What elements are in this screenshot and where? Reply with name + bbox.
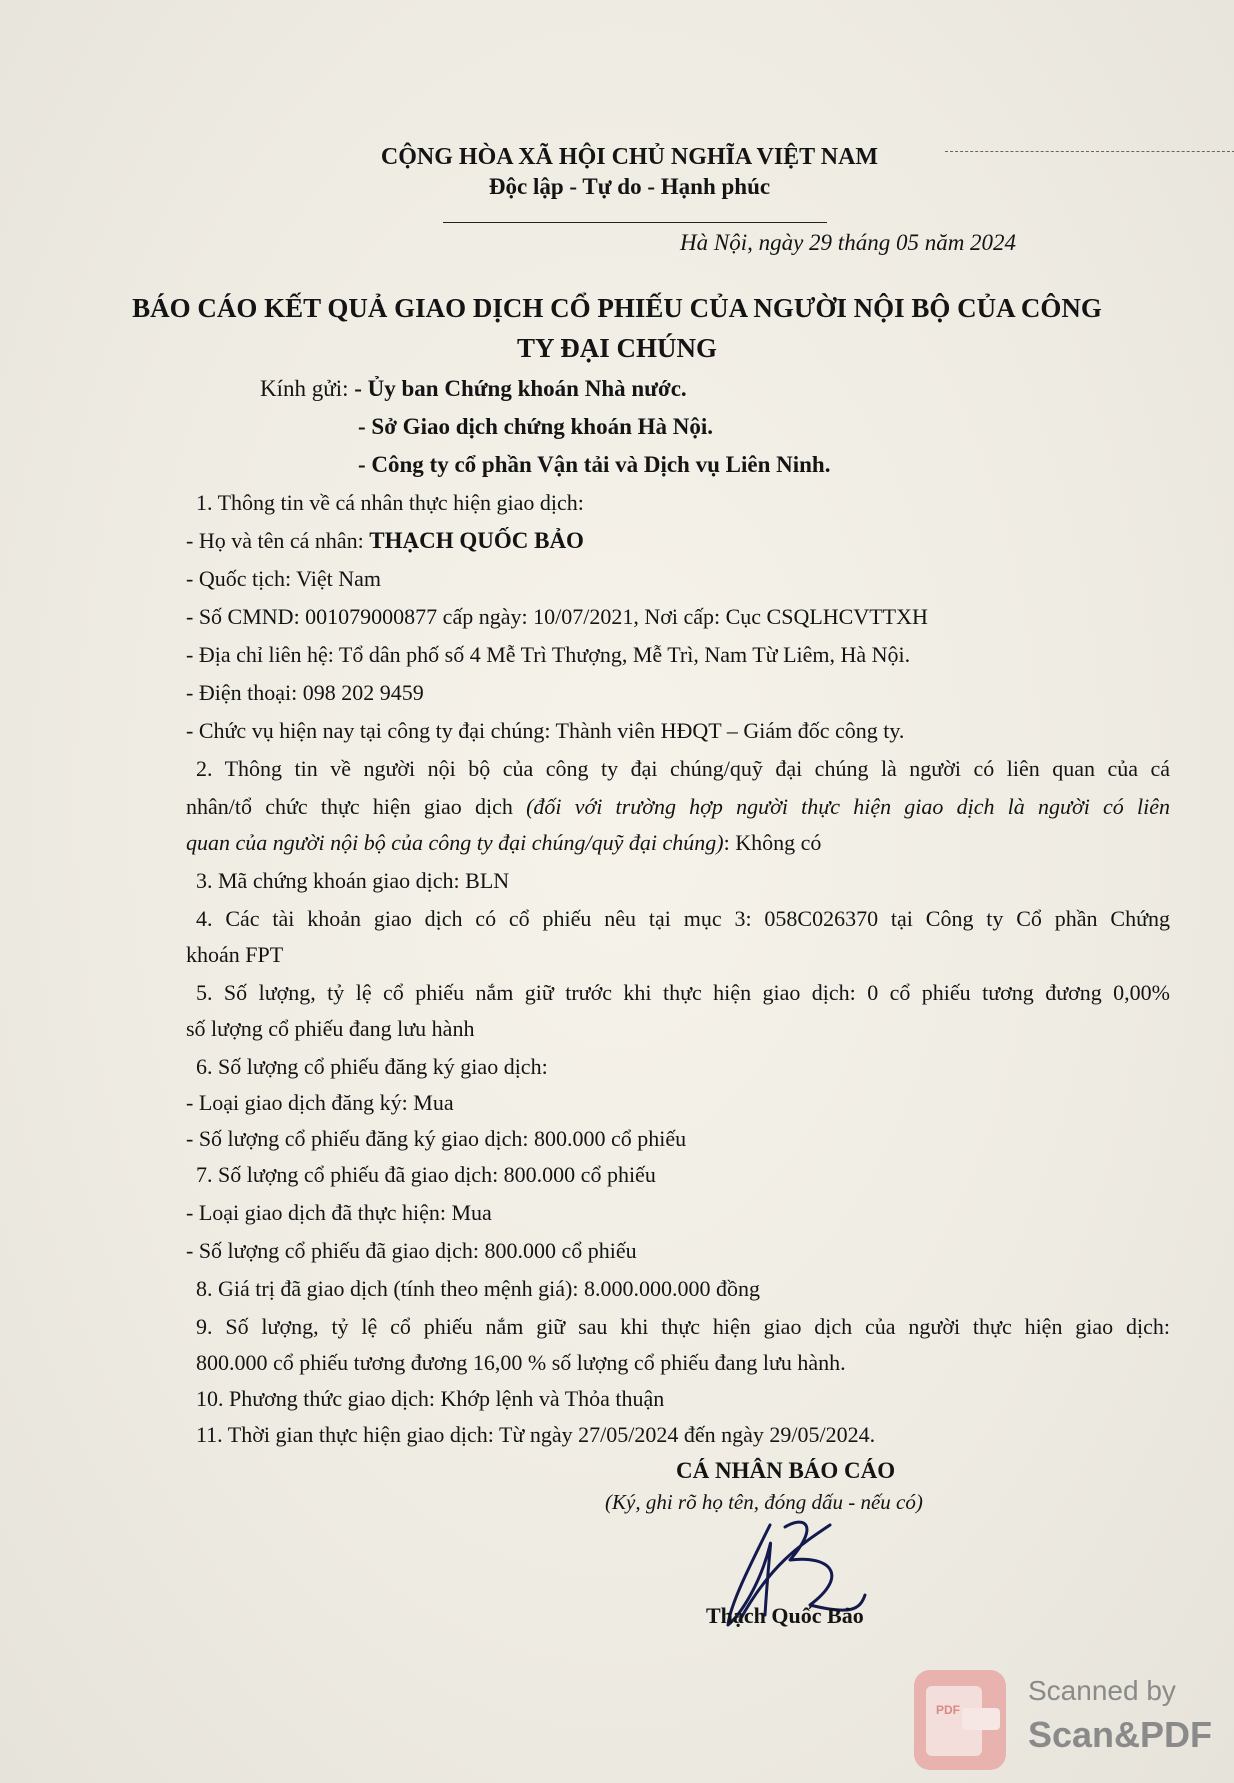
- section-5-line1: 5. Số lượng, tỷ lệ cổ phiếu nắm giữ trước khi thực hiện giao dịch: 0 cổ phiếu tương đương 0,00%: [196, 980, 1170, 1005]
- document-date: Hà Nội, ngày 29 tháng 05 năm 2024: [680, 230, 1017, 255]
- recipient-1: - Ủy ban Chứng khoán Nhà nước.: [354, 376, 687, 401]
- recipient-3: - Công ty cổ phần Vận tải và Dịch vụ Liên Ninh.: [358, 452, 831, 477]
- section-6-type: - Loại giao dịch đăng ký: Mua: [186, 1090, 454, 1115]
- header-underline: [443, 222, 827, 223]
- name-row: [186, 528, 584, 554]
- section-4-line2: khoán FPT: [186, 942, 284, 967]
- national-motto: Độc lập - Tự do - Hạnh phúc: [488, 174, 771, 199]
- scan-app-logo-icon: [912, 1668, 1008, 1772]
- recipient-2: - Sở Giao dịch chứng khoán Hà Nội.: [358, 414, 714, 439]
- report-title-line2: TY ĐẠI CHÚNG: [516, 333, 717, 363]
- section-6-heading: 6. Số lượng cổ phiếu đăng ký giao dịch:: [196, 1054, 548, 1079]
- section-11: 11. Thời gian thực hiện giao dịch: Từ ngày 27/05/2024 đến ngày 29/05/2024.: [196, 1422, 876, 1447]
- nationality: - Quốc tịch: Việt Nam: [186, 566, 382, 591]
- section-2-line2-italic: (đối với trường hợp người thực hiện giao dịch là người có liên: [526, 794, 1170, 819]
- watermark-line1: Scanned by: [1028, 1675, 1176, 1706]
- phone: - Điện thoại: 098 202 9459: [186, 680, 424, 705]
- section-2-line1: 2. Thông tin về người nội bộ của công ty đại chúng/quỹ đại chúng là người có liên quan của cá: [196, 756, 1170, 781]
- scan-artifact-line: [945, 151, 1234, 152]
- address: - Địa chỉ liên hệ: Tổ dân phố số 4 Mễ Trì Thượng, Mễ Trì, Nam Từ Liêm, Hà Nội.: [186, 642, 911, 667]
- report-title: [0, 288, 1234, 368]
- section-6-qty: - Số lượng cổ phiếu đăng ký giao dịch: 800.000 cổ phiếu: [186, 1126, 687, 1151]
- section-2-line3: [186, 830, 821, 856]
- recipients-prefix: Kính gửi:: [260, 376, 349, 401]
- logo-pdf-text: PDF: [936, 1703, 960, 1717]
- section-1-heading: 1. Thông tin về cá nhân thực hiện giao dịch:: [196, 490, 584, 515]
- section-5-line2: số lượng cổ phiếu đang lưu hành: [186, 1016, 475, 1041]
- section-4-line1: 4. Các tài khoản giao dịch có cổ phiếu nêu tại mục 3: 058C026370 tại Công ty Cổ phần Chứng: [196, 906, 1170, 931]
- national-title: CỘNG HÒA XÃ HỘI CHỦ NGHĨA VIỆT NAM: [380, 144, 879, 170]
- section-7-qty: - Số lượng cổ phiếu đã giao dịch: 800.000 cổ phiếu: [186, 1238, 637, 1263]
- section-2-line2: [186, 794, 1170, 820]
- section-9-line2: 800.000 cổ phiếu tương đương 16,00 % số lượng cổ phiếu đang lưu hành.: [196, 1350, 846, 1375]
- report-title-line1: BÁO CÁO KẾT QUẢ GIAO DỊCH CỔ PHIẾU CỦA NGƯỜI NỘI BỘ CỦA CÔNG: [132, 293, 1102, 323]
- section-2-line3-italic: quan của người nội bộ của công ty đại chúng/quỹ đại chúng): [186, 830, 724, 855]
- watermark-line2: Scan&PDF: [1028, 1714, 1213, 1755]
- section-7-type: - Loại giao dịch đã thực hiện: Mua: [186, 1200, 492, 1225]
- name-value: THẠCH QUỐC BẢO: [369, 528, 584, 553]
- signature-title: CÁ NHÂN BÁO CÁO: [676, 1458, 896, 1483]
- section-3: 3. Mã chứng khoán giao dịch: BLN: [196, 868, 510, 893]
- name-label: - Họ và tên cá nhân:: [186, 528, 364, 553]
- section-10: 10. Phương thức giao dịch: Khớp lệnh và Thỏa thuận: [196, 1386, 665, 1411]
- section-9-line1: 9. Số lượng, tỷ lệ cổ phiếu nắm giữ sau khi thực hiện giao dịch của người thực hiện giao dịch:: [196, 1314, 1170, 1339]
- section-8: 8. Giá trị đã giao dịch (tính theo mệnh giá): 8.000.000.000 đồng: [196, 1276, 760, 1301]
- section-2-line2-plain: nhân/tổ chức thực hiện giao dịch: [186, 794, 513, 819]
- recipient-line-1: [260, 376, 687, 402]
- section-2-line3-plain: : Không có: [723, 830, 822, 855]
- position: - Chức vụ hiện nay tại công ty đại chúng: Thành viên HĐQT – Giám đốc công ty.: [186, 718, 905, 743]
- section-7-heading: 7. Số lượng cổ phiếu đã giao dịch: 800.000 cổ phiếu: [196, 1162, 656, 1187]
- signer-name: Thạch Quốc Bảo: [706, 1603, 864, 1628]
- id-card: - Số CMND: 001079000877 cấp ngày: 10/07/2021, Nơi cấp: Cục CSQLHCVTTXH: [186, 604, 928, 629]
- signature-note: (Ký, ghi rõ họ tên, đóng dấu - nếu có): [605, 1490, 923, 1514]
